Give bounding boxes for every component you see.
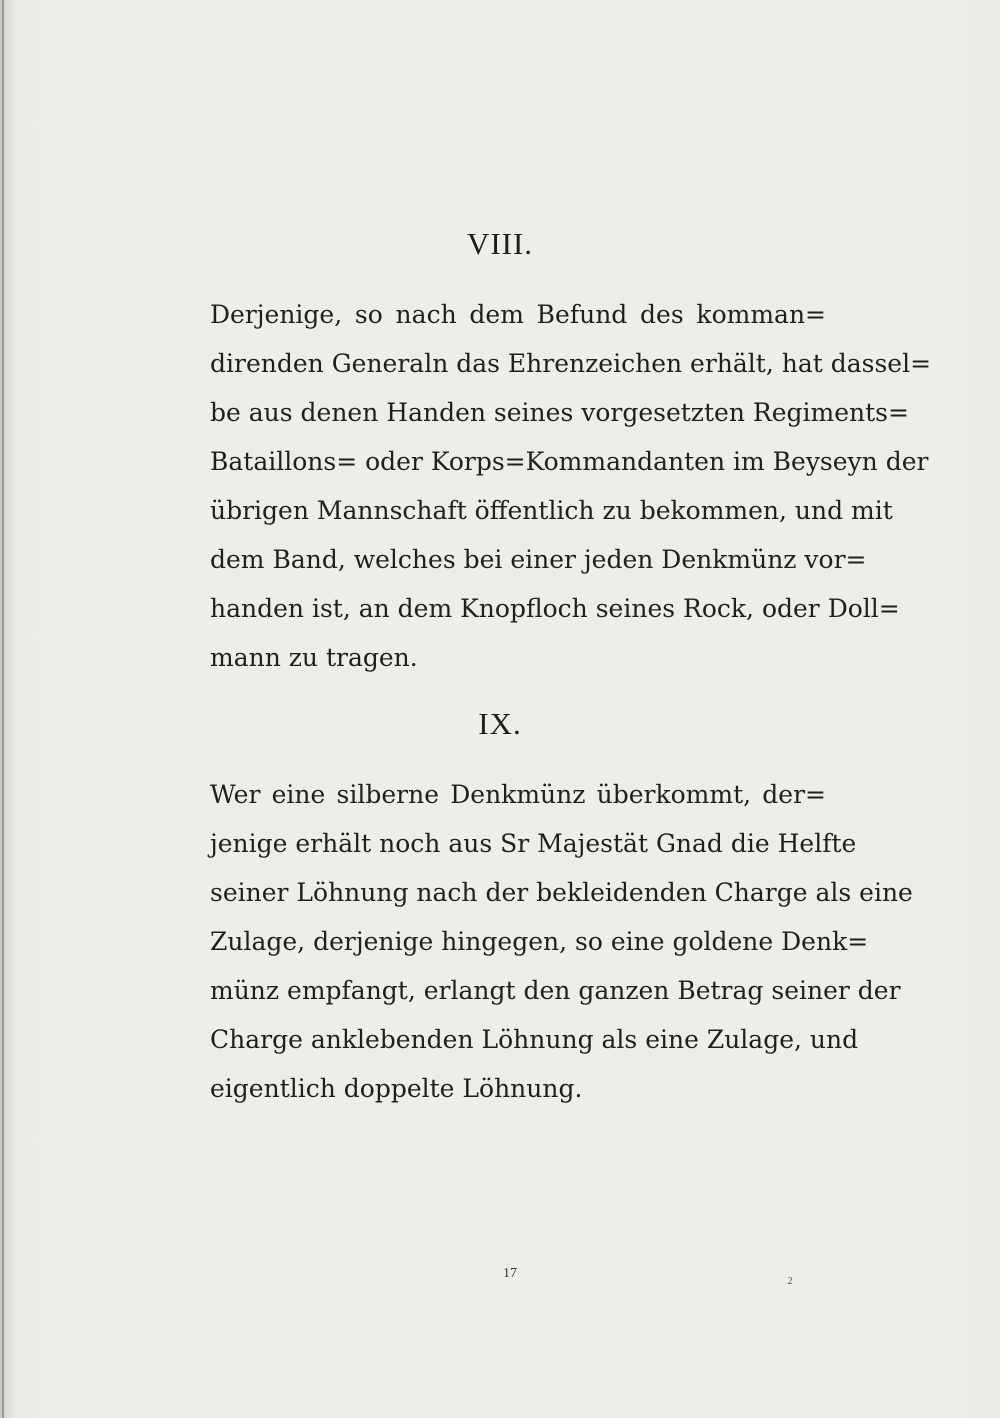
- paragraph-line: Derjenige, so nach dem Befund des komman=: [210, 300, 826, 329]
- page-number: 17: [503, 1266, 517, 1281]
- paragraph-line: übrigen Mannschaft öffentlich zu bekommen, und mit: [210, 496, 893, 525]
- paragraph-line: jenige erhält noch aus Sr Majestät Gnad die Helfte: [210, 829, 857, 858]
- paragraph-line: münz empfangt, erlangt den ganzen Betrag seiner der: [210, 976, 901, 1005]
- paragraph-line: eigentlich doppelte Löhnung.: [210, 1074, 583, 1103]
- paragraph-line: direnden Generaln das Ehrenzeichen erhält, hat dassel=: [210, 349, 932, 378]
- paragraph-line: Bataillons= oder Korps=Kommandanten im Beyseyn der: [210, 447, 929, 476]
- paragraph-line: handen ist, an dem Knopfloch seines Rock, oder Doll=: [210, 594, 900, 623]
- paragraph-line: mann zu tragen.: [210, 643, 418, 672]
- section-heading-viii: VIII.: [466, 226, 534, 261]
- paragraph-line: Wer eine silberne Denkmünz überkommt, der=: [210, 780, 826, 809]
- signature-mark: 2: [787, 1276, 793, 1287]
- paragraph-line: be aus denen Handen seines vorgesetzten Regiments=: [210, 398, 909, 427]
- paragraph-line: dem Band, welches bei einer jeden Denkmünz vor=: [210, 545, 867, 574]
- section-viii-paragraph: [210, 290, 932, 682]
- section-ix-paragraph: [210, 770, 913, 1113]
- paragraph-line: Zulage, derjenige hingegen, so eine goldene Denk=: [210, 927, 869, 956]
- paragraph-line: seiner Löhnung nach der bekleidenden Charge als eine: [210, 878, 913, 907]
- paragraph-line: Charge anklebenden Löhnung als eine Zulage, und: [210, 1025, 859, 1054]
- section-heading-ix: IX.: [478, 706, 522, 741]
